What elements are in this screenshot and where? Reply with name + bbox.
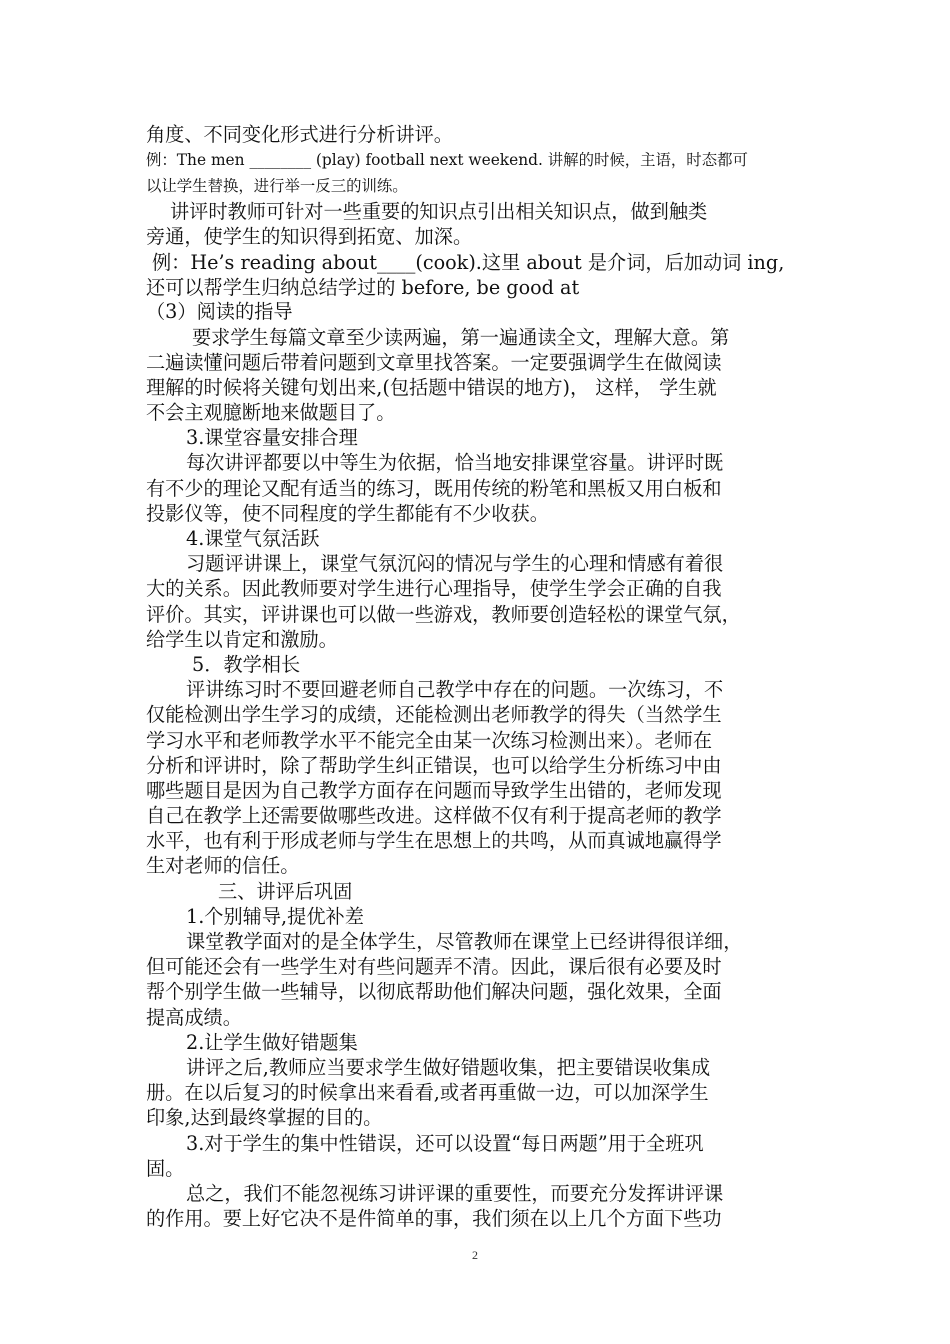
example-line: 例：The men ________ (play) football next weekend. 讲解的时候，主语，时态都可 [146, 151, 748, 170]
text-line: 固。 [146, 1156, 185, 1180]
text-line: 册。在以后复习的时候拿出来看看,或者再重做一边，可以加深学生 [146, 1081, 709, 1105]
text-line: 印象,达到最终掌握的目的。 [146, 1106, 383, 1130]
paragraph-line: 要求学生每篇文章至少读两遍，第一遍通读全文，理解大意。第 [192, 325, 730, 349]
text-line: 二遍读懂问题后带着问题到文章里找答案。一定要强调学生在做阅读 [146, 350, 722, 374]
text-line: 但可能还会有一些学生对有些问题弄不清。因此，课后很有必要及时 [146, 955, 722, 979]
section-heading: 1.个别辅导,提优补差 [186, 904, 364, 928]
paragraph-line: 评讲练习时不要回避老师自己教学中存在的问题。一次练习，不 [186, 678, 724, 702]
example-line: 例：He’s reading about____(cook).这里 about 是介词，后加动词 ing, [152, 250, 785, 274]
text-line: 大的关系。因此教师要对学生进行心理指导，使学生学会正确的自我 [146, 577, 722, 601]
text-line: 帮个别学生做一些辅导，以彻底帮助他们解决问题，强化效果，全面 [146, 980, 722, 1004]
text-line: 理解的时候将关键句划出来,(包括题中错误的地方)， 这样， 学生就 [146, 375, 717, 399]
paragraph-line: 讲评时教师可针对一些重要的知识点引出相关知识点，做到触类 [170, 200, 708, 224]
document-body [146, 122, 808, 1231]
text-line: 提高成绩。 [146, 1005, 242, 1029]
section-heading: 5．教学相长 [192, 652, 301, 676]
text-line: 哪些题目是因为自己教学方面存在问题而导致学生出错的，老师发现 [146, 778, 722, 802]
paragraph-line: 课堂教学面对的是全体学生，尽管教师在课堂上已经讲得很详细， [186, 930, 743, 954]
text-line: 有不少的理论又配有适当的练习，既用传统的粉笔和黑板又用白板和 [146, 476, 722, 500]
section-heading: 4.课堂气氛活跃 [186, 527, 320, 551]
text-line: 分析和评讲时，除了帮助学生纠正错误，也可以给学生分析练习中由 [146, 753, 722, 777]
text-line: 生对老师的信任。 [146, 854, 300, 878]
text-line: 自己在教学上还需要做哪些改进。这样做不仅有利于提高老师的教学 [146, 804, 722, 828]
section-heading: 三、讲评后巩固 [218, 879, 353, 903]
text-line: 投影仪等，使不同程度的学生都能有不少收获。 [146, 501, 549, 525]
page-number: 2 [472, 1248, 478, 1262]
text-line: 水平，也有利于形成老师与学生在思想上的共鸣，从而真诚地赢得学 [146, 829, 722, 853]
paragraph-line: 讲评之后,教师应当要求学生做好错题收集，把主要错误收集成 [186, 1055, 711, 1079]
paragraph-line: 3.对于学生的集中性错误，还可以设置“每日两题”用于全班巩 [186, 1131, 704, 1155]
section-heading: 2.让学生做好错题集 [186, 1030, 358, 1054]
text-line: 以让学生替换，进行举一反三的训练。 [146, 177, 408, 196]
text-line: 还可以帮学生归纳总结学过的 before, be good at [146, 275, 580, 299]
text-line: 不会主观臆断地来做题目了。 [146, 401, 396, 425]
section-heading: （3）阅读的指导 [146, 299, 293, 323]
text-line: 给学生以肯定和激励。 [146, 627, 338, 651]
text-line: 仅能检测出学生学习的成绩，还能检测出老师教学的得失（当然学生 [146, 703, 722, 727]
paragraph-line: 习题评讲课上，课堂气氛沉闷的情况与学生的心理和情感有着很 [186, 552, 724, 576]
text-line: 旁通，使学生的知识得到拓宽、加深。 [146, 225, 473, 249]
text-line: 评价。其实，评讲课也可以做一些游戏，教师要创造轻松的课堂气氛， [146, 602, 741, 626]
paragraph-line: 总之，我们不能忽视练习讲评课的重要性，而要充分发挥讲评课 [186, 1181, 724, 1205]
section-heading: 3.课堂容量安排合理 [186, 426, 358, 450]
text-line: 角度、不同变化形式进行分析讲评。 [146, 123, 453, 146]
text-line: 的作用。要上好它决不是件简单的事，我们须在以上几个方面下些功 [146, 1207, 722, 1231]
paragraph-line: 每次讲评都要以中等生为依据，恰当地安排课堂容量。讲评时既 [186, 451, 724, 475]
text-line: 学习水平和老师教学水平不能完全由某一次练习检测出来）。老师在 [146, 728, 713, 752]
